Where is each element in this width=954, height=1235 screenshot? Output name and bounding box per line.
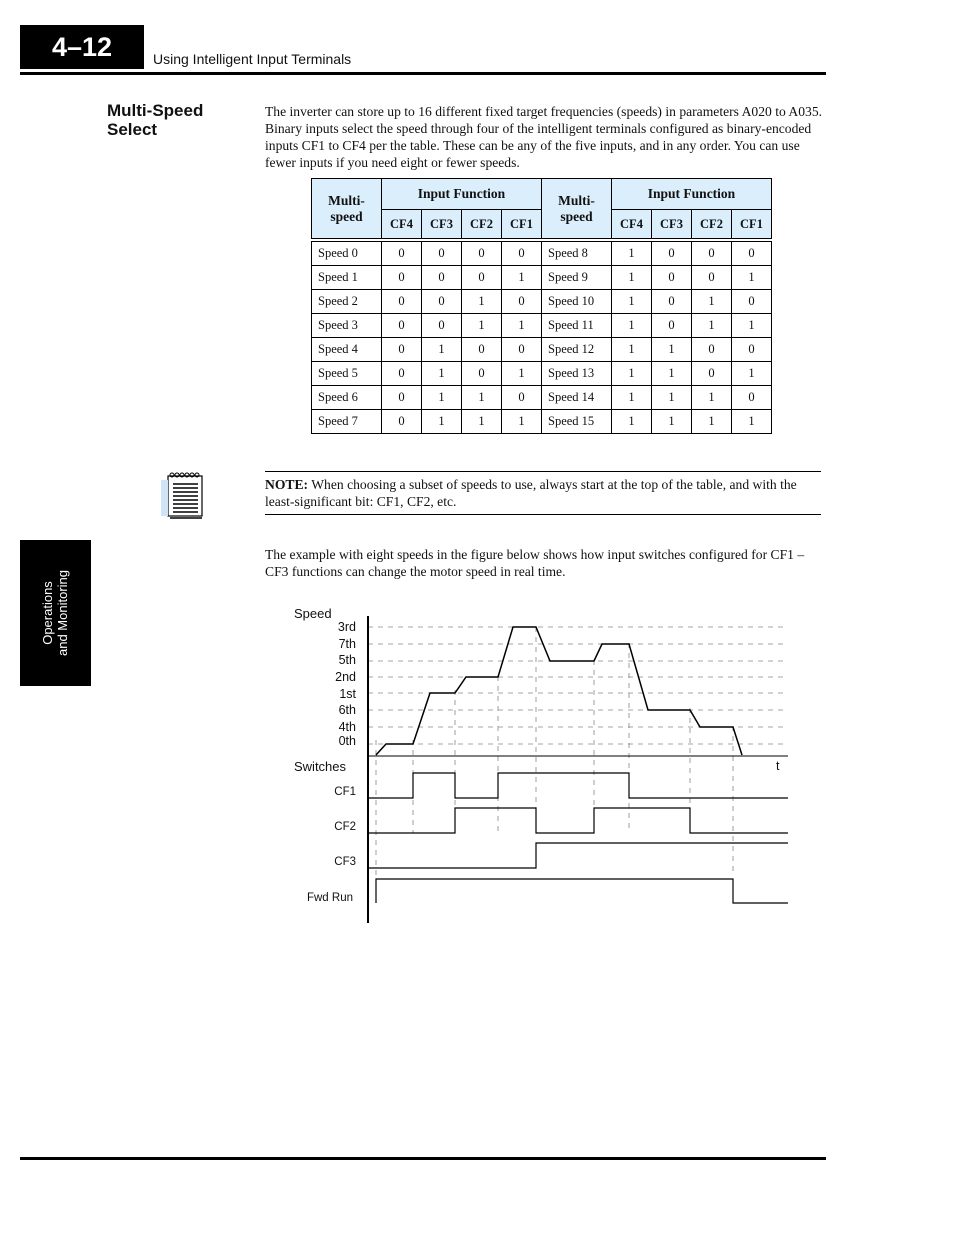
speed-name-cell: Speed 0 [312, 242, 382, 266]
bit-cell: 1 [502, 362, 542, 386]
speed-level-label: 7th [338, 637, 356, 651]
speed-profile [376, 627, 742, 755]
bit-cell: 0 [382, 290, 422, 314]
bit-cell: 1 [612, 338, 652, 362]
speed-level-label: 6th [338, 703, 356, 717]
bit-cell: 1 [692, 410, 732, 434]
speed-name-cell: Speed 9 [542, 266, 612, 290]
multi-speed-header: Multi- speed [542, 179, 612, 239]
bit-cell: 0 [502, 242, 542, 266]
bit-cell: 1 [612, 242, 652, 266]
speed-level-label: 4th [338, 720, 356, 734]
bit-cell: 0 [382, 362, 422, 386]
speed-level-label: 5th [338, 653, 356, 667]
bit-cell: 0 [652, 266, 692, 290]
bit-header: CF3 [422, 210, 462, 239]
multi-speed-header: Multi- speed [312, 179, 382, 239]
bit-cell: 1 [462, 290, 502, 314]
switches-label: Switches [294, 759, 347, 774]
speed-name-cell: Speed 1 [312, 266, 382, 290]
time-label: t [776, 759, 780, 773]
bit-cell: 1 [422, 410, 462, 434]
cf1-waveform [368, 773, 788, 798]
bit-header: CF4 [382, 210, 422, 239]
speed-name-cell: Speed 4 [312, 338, 382, 362]
bit-cell: 0 [652, 242, 692, 266]
bit-cell: 0 [692, 266, 732, 290]
speed-level-label: 3rd [337, 620, 356, 634]
bit-header: CF1 [732, 210, 772, 239]
cf2-label: CF2 [334, 821, 356, 833]
bit-cell: 0 [382, 242, 422, 266]
cf3-waveform [368, 843, 788, 868]
bit-header: CF2 [462, 210, 502, 239]
bit-cell: 1 [692, 386, 732, 410]
bit-cell: 1 [732, 362, 772, 386]
speed-axis-label: Speed [294, 606, 332, 621]
bit-cell: 1 [652, 386, 692, 410]
example-paragraph: The example with eight speeds in the figure below shows how input switches configured for CF1 – CF3 functions can change the motor speed in real time. [265, 547, 805, 579]
speed-level-label: 0th [338, 734, 356, 748]
cf3-label: CF3 [334, 856, 356, 868]
bit-cell: 1 [502, 266, 542, 290]
side-tab-line1: Operations [40, 581, 55, 645]
bit-cell: 0 [382, 266, 422, 290]
section-heading-line2: Select [107, 120, 158, 139]
bit-cell: 0 [502, 338, 542, 362]
bit-cell: 1 [422, 362, 462, 386]
footer-rule [20, 1157, 826, 1160]
note-body: When choosing a subset of speeds to use, always start at the top of the table, and with the least-significant bit: CF1, CF2, etc. [265, 477, 797, 509]
section-heading-line1: Multi-Speed [107, 101, 204, 120]
bit-cell: 0 [382, 338, 422, 362]
bit-cell: 0 [462, 338, 502, 362]
running-title: Using Intelligent Input Terminals [153, 51, 352, 67]
bit-cell: 1 [652, 362, 692, 386]
note-label: NOTE: [265, 477, 309, 492]
bit-header: CF4 [612, 210, 652, 239]
bit-cell: 1 [692, 314, 732, 338]
bit-cell: 0 [462, 242, 502, 266]
bit-cell: 1 [462, 314, 502, 338]
speed-name-cell: Speed 10 [542, 290, 612, 314]
input-function-header: Input Function [612, 179, 772, 210]
bit-header: CF1 [502, 210, 542, 239]
bit-cell: 1 [612, 290, 652, 314]
cf2-waveform [368, 808, 788, 833]
bit-cell: 1 [612, 386, 652, 410]
event-lines [376, 627, 733, 880]
bit-cell: 1 [462, 410, 502, 434]
bit-cell: 0 [732, 290, 772, 314]
bit-cell: 0 [692, 242, 732, 266]
speed-name-cell: Speed 14 [542, 386, 612, 410]
bit-cell: 0 [422, 242, 462, 266]
bit-cell: 1 [502, 314, 542, 338]
bit-cell: 0 [732, 338, 772, 362]
bit-cell: 1 [732, 314, 772, 338]
side-tab-line2: and Monitoring [55, 570, 70, 656]
bit-cell: 0 [422, 266, 462, 290]
bit-cell: 0 [652, 290, 692, 314]
page-number: 4–12 [20, 25, 144, 69]
bit-cell: 0 [422, 290, 462, 314]
speed-level-label: 2nd [335, 670, 356, 684]
bit-cell: 1 [612, 410, 652, 434]
intro-paragraph: The inverter can store up to 16 different fixed target frequencies (speeds) in parameters A020 to A035. Binary inputs select the speed through four of the intelligent terminals configured as binary-encoded inputs CF1 to CF4 per the table. These can be any of the five inputs, and in any order. You can use fewer inputs if you need eight or fewer speeds. [265, 104, 823, 170]
bit-cell: 1 [422, 386, 462, 410]
bit-cell: 1 [612, 266, 652, 290]
bit-header: CF3 [652, 210, 692, 239]
bit-cell: 0 [692, 362, 732, 386]
cf1-label: CF1 [334, 786, 356, 798]
bit-cell: 1 [612, 362, 652, 386]
bit-cell: 1 [422, 338, 462, 362]
bit-cell: 0 [422, 314, 462, 338]
speed-name-cell: Speed 7 [312, 410, 382, 434]
bit-cell: 0 [462, 362, 502, 386]
bit-cell: 1 [732, 266, 772, 290]
fwd-run-label: Fwd Run [306, 892, 353, 904]
speed-name-cell: Speed 3 [312, 314, 382, 338]
speed-name-cell: Speed 12 [542, 338, 612, 362]
bit-cell: 0 [462, 266, 502, 290]
speed-name-cell: Speed 11 [542, 314, 612, 338]
bit-cell: 0 [692, 338, 732, 362]
bit-cell: 0 [382, 386, 422, 410]
speed-name-cell: Speed 15 [542, 410, 612, 434]
fwd-run-waveform [376, 879, 788, 903]
bit-cell: 0 [732, 242, 772, 266]
input-function-header: Input Function [382, 179, 542, 210]
bit-cell: 1 [502, 410, 542, 434]
speed-name-cell: Speed 8 [542, 242, 612, 266]
bit-cell: 0 [502, 386, 542, 410]
bit-cell: 0 [732, 386, 772, 410]
bit-cell: 1 [462, 386, 502, 410]
bit-cell: 1 [692, 290, 732, 314]
speed-name-cell: Speed 5 [312, 362, 382, 386]
bit-cell: 1 [612, 314, 652, 338]
bit-cell: 0 [502, 290, 542, 314]
bit-cell: 1 [732, 410, 772, 434]
bit-cell: 1 [652, 338, 692, 362]
speed-name-cell: Speed 2 [312, 290, 382, 314]
bit-cell: 0 [382, 314, 422, 338]
bit-cell: 0 [382, 410, 422, 434]
speed-level-label: 1st [339, 687, 356, 701]
speed-name-cell: Speed 6 [312, 386, 382, 410]
bit-cell: 1 [652, 410, 692, 434]
speed-name-cell: Speed 13 [542, 362, 612, 386]
bit-header: CF2 [692, 210, 732, 239]
bit-cell: 0 [652, 314, 692, 338]
